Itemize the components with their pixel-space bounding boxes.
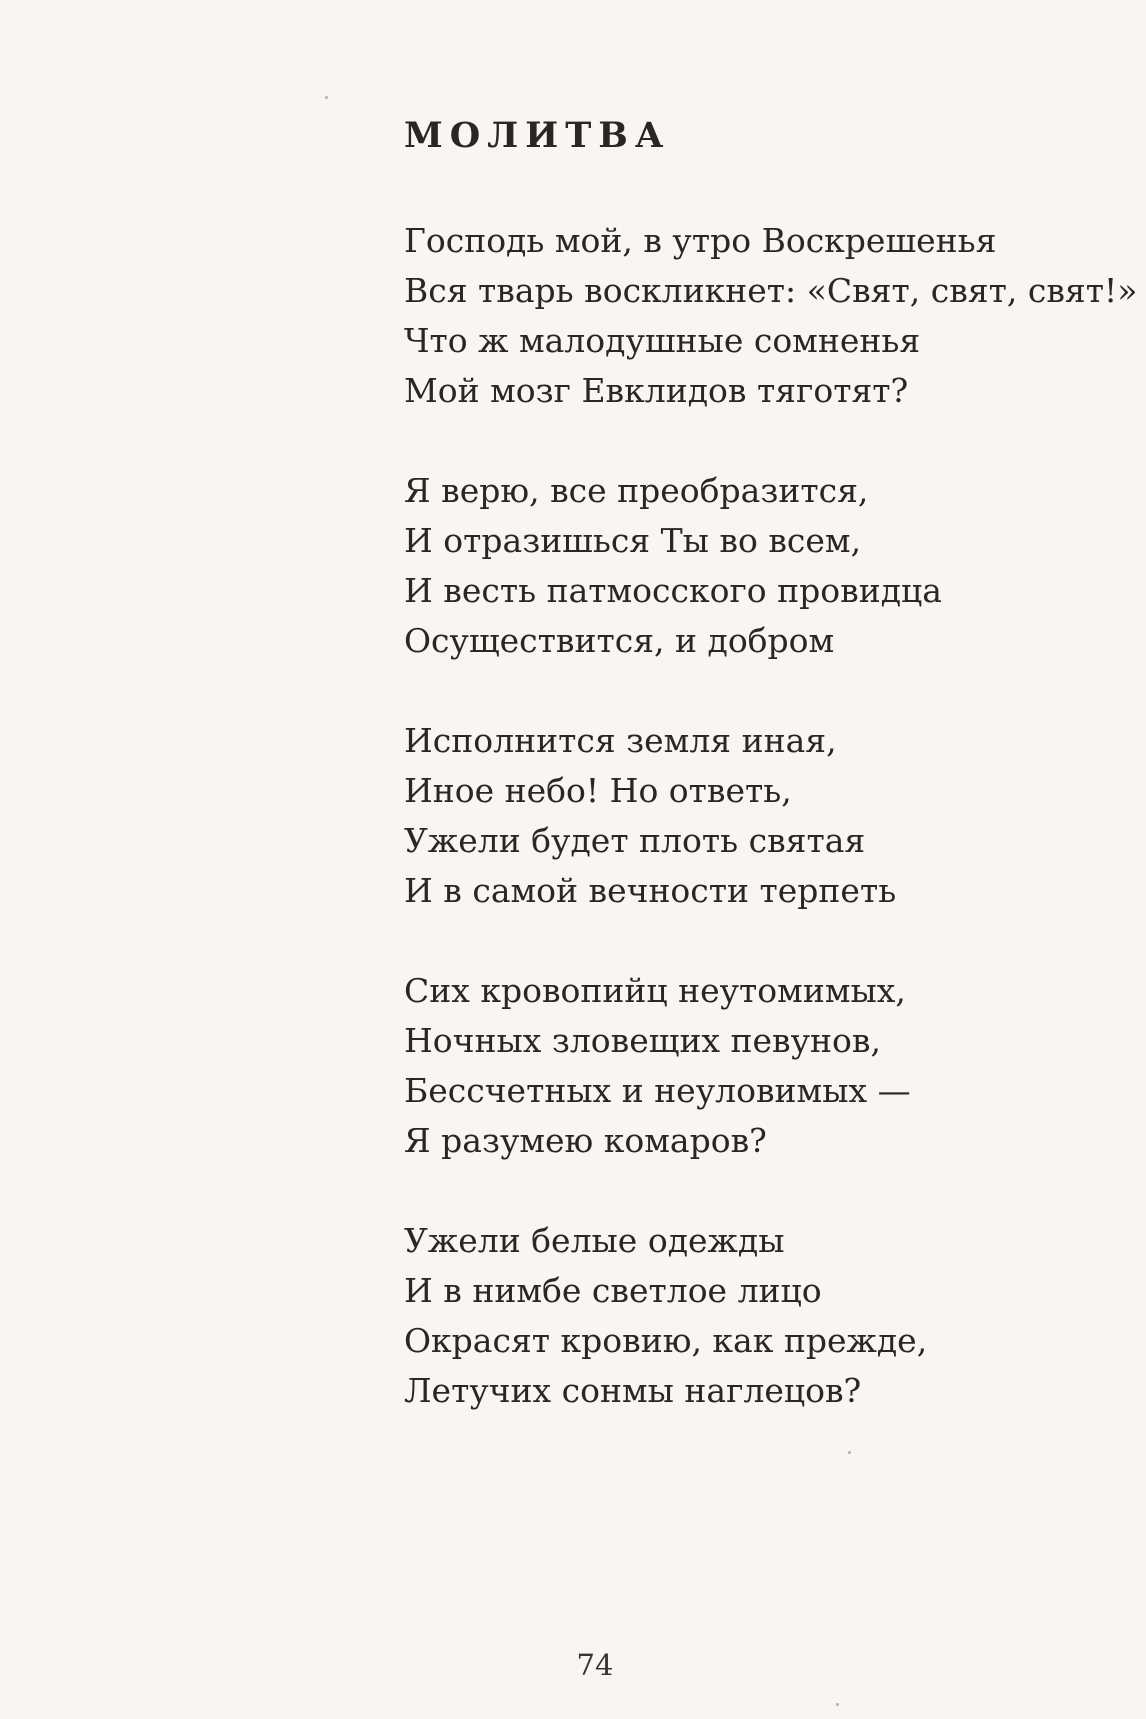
poem-line: Исполнится земля иная, bbox=[404, 721, 837, 760]
poem-line: Я верю, все преобразится, bbox=[404, 471, 869, 510]
poem-line: Иное небо! Но ответь, bbox=[404, 771, 792, 810]
poem-line: Ночных зловещих певунов, bbox=[404, 1021, 881, 1060]
stanza-5 bbox=[404, 1216, 1134, 1416]
paper-speck bbox=[325, 96, 328, 99]
stanza-3 bbox=[404, 716, 1134, 916]
poem-line: Что ж малодушные сомненья bbox=[404, 321, 921, 360]
poem-line: Господь мой, в утро Воскрешенья bbox=[404, 221, 997, 260]
poem-body bbox=[404, 216, 1138, 1466]
poem-line: И отразишься Ты во всем, bbox=[404, 521, 862, 560]
poem-line: Бессчетных и неуловимых — bbox=[404, 1071, 911, 1110]
poem-title: МОЛИТВА bbox=[404, 115, 671, 156]
page-number: 74 bbox=[576, 1648, 614, 1682]
poem-line: Сих кровопийц неутомимых, bbox=[404, 971, 906, 1010]
stanza-1 bbox=[404, 216, 1138, 416]
poem-line: И в нимбе светлое лицо bbox=[404, 1271, 822, 1310]
poem-line: Осуществится, и добром bbox=[404, 621, 835, 660]
poem-line: И весть патмосского провидца bbox=[404, 571, 942, 610]
poem-line: Ужели белые одежды bbox=[404, 1221, 785, 1260]
poem-line: Окрасят кровию, как прежде, bbox=[404, 1321, 928, 1360]
poem-line: Я разумею комаров? bbox=[404, 1121, 767, 1160]
poem-line: И в самой вечности терпеть bbox=[404, 871, 897, 910]
poem-line: Мой мозг Евклидов тяготят? bbox=[404, 371, 909, 410]
stanza-4 bbox=[404, 966, 1134, 1166]
poem-line: Ужели будет плоть святая bbox=[404, 821, 866, 860]
poem-line: Вся тварь воскликнет: «Свят, свят, свят!» bbox=[404, 271, 1138, 310]
stanza-2 bbox=[404, 466, 1134, 666]
poem-line: Летучих сонмы наглецов? bbox=[404, 1371, 862, 1410]
paper-speck bbox=[836, 1703, 839, 1706]
